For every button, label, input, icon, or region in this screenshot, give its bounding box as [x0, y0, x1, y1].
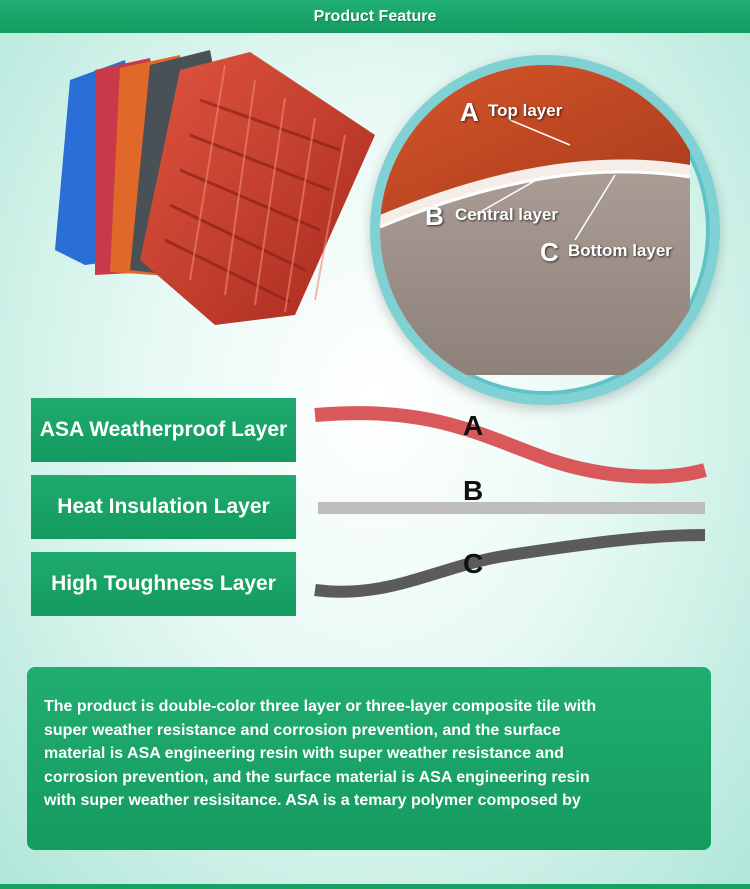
layer-box-heat-insulation: [31, 475, 296, 539]
label-central-layer: Central layer: [455, 205, 558, 224]
layer-box-asa: [31, 398, 296, 462]
roof-tiles-image: [40, 40, 400, 340]
wave-c: [315, 535, 705, 592]
magnified-cross-section: [370, 55, 720, 405]
wave-letter-b: B: [463, 475, 484, 506]
wave-letter-c: C: [463, 548, 484, 579]
description-text: The product is double-color three layer or three-layer composite tile with super weather resistance and corrosion prevention, and the surface material is ASA engineering resin with super weather resistance and corrosion prevention, and the surface material is ASA engineering resin with super weather resisitance. ASA is a temary polymer composed by: [44, 698, 597, 809]
label-c-letter: C: [540, 237, 559, 267]
layer-wave-diagram: [310, 395, 710, 615]
label-b-letter: B: [425, 201, 444, 231]
bottom-divider: [0, 884, 750, 889]
header-bar: [0, 0, 750, 33]
wave-letter-a: A: [463, 410, 484, 441]
wave-a: [315, 413, 705, 477]
layer-label-high-toughness: High Toughness Layer: [51, 572, 276, 595]
label-a-letter: A: [460, 97, 479, 127]
layer-label-heat-insulation: Heat Insulation Layer: [57, 495, 270, 518]
label-top-layer: Top layer: [488, 101, 563, 120]
layer-label-asa: ASA Weatherproof Layer: [39, 418, 288, 441]
layer-box-high-toughness: [31, 552, 296, 616]
description-box: [27, 667, 711, 850]
page-title: Product Feature: [313, 7, 437, 25]
label-bottom-layer: Bottom layer: [568, 241, 672, 260]
